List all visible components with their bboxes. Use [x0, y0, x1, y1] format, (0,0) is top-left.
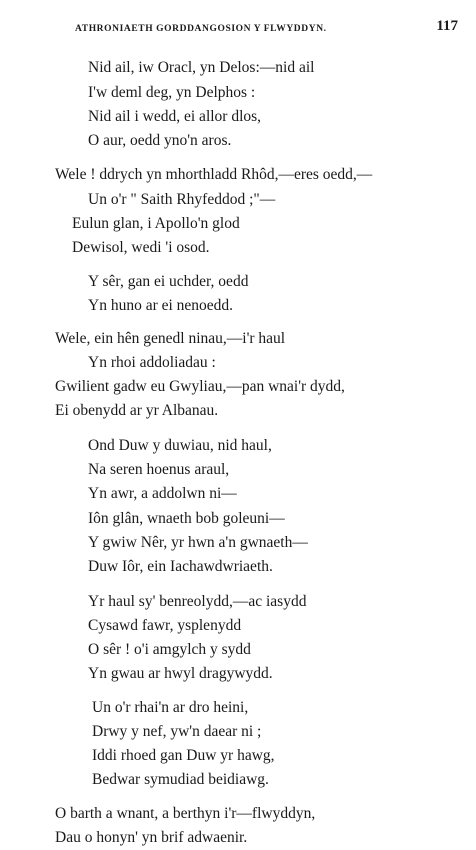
verse-line: Wele ! ddrych yn mhorthladd Rhôd,—eres oedd,—	[55, 166, 373, 183]
verse-line: Gwilient gadw eu Gwyliau,—pan wnai'r dydd,	[55, 378, 345, 395]
verse-line: Yr haul sy' benreolydd,—ac iasydd	[88, 593, 307, 610]
verse-line: O sêr ! o'i amgylch y sydd	[88, 641, 251, 658]
verse-line: Ond Duw y duwiau, nid haul,	[88, 437, 272, 454]
verse-line: I'w deml deg, yn Delphos :	[88, 84, 256, 101]
verse-line: Un o'r rhai'n ar dro heini,	[92, 699, 249, 716]
verse-line: Yn huno ar ei nenoedd.	[88, 297, 234, 314]
verse-line: Yn awr, a addolwn ni—	[88, 485, 237, 502]
verse-line: Na seren hoenus araul,	[88, 461, 230, 478]
page-number: 117	[436, 18, 458, 34]
verse-line: Nid ail i wedd, ei allor dlos,	[88, 108, 262, 125]
running-head: ATHRONIAETH GORDDANGOSION Y FLWYDDYN.	[75, 24, 327, 34]
verse-line: Eulun glan, i Apollo'n glod	[72, 215, 240, 232]
verse-line: Yn gwau ar hwyl dragywydd.	[88, 665, 273, 682]
verse-line: Yn rhoi addoliadau :	[88, 354, 216, 371]
verse-line: O aur, oedd yno'n aros.	[88, 132, 232, 149]
verse-line: Drwy y nef, yw'n daear ni ;	[92, 723, 262, 740]
verse-line: Wele, ein hên genedl ninau,—i'r haul	[55, 330, 286, 347]
verse-line: Bedwar symudiad beidiawg.	[92, 771, 269, 788]
verse-line: O barth a wnant, a berthyn i'r—flwyddyn,	[55, 805, 316, 822]
verse-line: Dau o honyn' yn brif adwaenir.	[55, 829, 248, 846]
verse-line: Iddi rhoed gan Duw yr hawg,	[92, 747, 275, 764]
verse-line: Iôn glân, wnaeth bob goleuni—	[88, 510, 285, 527]
verse-line: Duw Iôr, ein Iachawdwriaeth.	[88, 558, 273, 575]
verse-line: Dewisol, wedi 'i osod.	[72, 239, 210, 256]
verse-line: Cysawd fawr, ysplenydd	[88, 617, 242, 634]
verse-line: Y sêr, gan ei uchder, oedd	[88, 273, 249, 290]
verse-line: Y gwiw Nêr, yr hwn a'n gwnaeth—	[88, 534, 308, 551]
verse-line: Ei obenydd ar yr Albanau.	[55, 402, 219, 419]
verse-line: Nid ail, iw Oracl, yn Delos:—nid ail	[88, 59, 315, 76]
verse-line: Un o'r " Saith Rhyfeddod ;"—	[88, 191, 276, 208]
